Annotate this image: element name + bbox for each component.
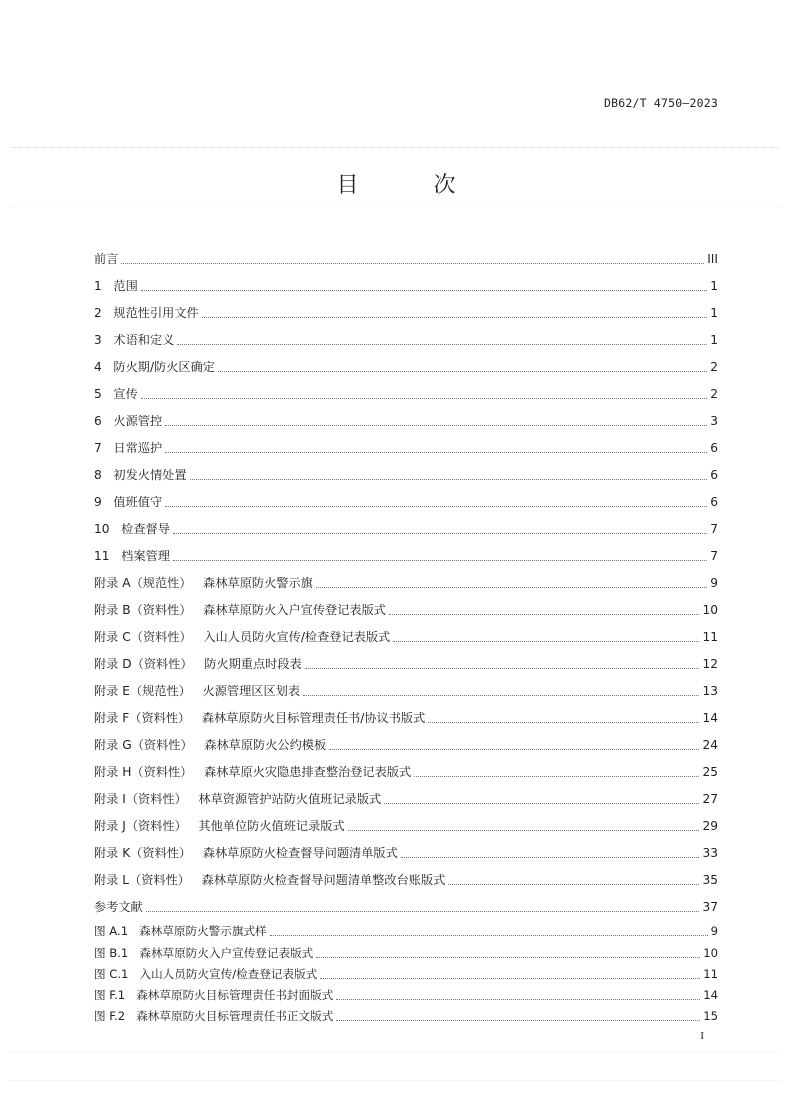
dot-leader (316, 957, 700, 958)
toc-entry[interactable] (94, 618, 718, 645)
entry-page-number: 6 (710, 441, 718, 455)
dot-leader (202, 317, 708, 318)
figure-entry[interactable] (94, 1003, 718, 1024)
document-code: DB62/T 4750—2023 (604, 96, 718, 110)
dot-leader (121, 263, 704, 264)
entry-label: 5 宣传 (94, 387, 138, 401)
entry-page-number: 1 (710, 279, 718, 293)
entry-label: 附录 H（资料性） 森林草原火灾隐患排查整治登记表版式 (94, 765, 412, 779)
dot-leader (141, 290, 707, 291)
toc-entry[interactable] (94, 888, 718, 915)
entry-page-number: 9 (710, 924, 718, 939)
entry-page-number: 3 (710, 414, 718, 428)
entry-label: 8 初发火情处置 (94, 468, 187, 482)
entry-page-number: 10 (702, 603, 718, 617)
scan-artifact-line (10, 1080, 782, 1081)
entry-page-number: 35 (702, 873, 718, 887)
entry-label: 附录 J（资料性） 其他单位防火值班记录版式 (94, 819, 345, 833)
toc-entry[interactable] (94, 780, 718, 807)
entry-label: 图 B.1 森林草原防火入户宣传登记表版式 (94, 945, 314, 960)
toc-entry[interactable] (94, 699, 718, 726)
entry-page-number: 37 (702, 900, 718, 914)
toc-entry[interactable] (94, 645, 718, 672)
entry-page-number: 10 (703, 945, 718, 960)
dot-leader (336, 999, 700, 1000)
entry-page-number: 7 (710, 549, 718, 563)
dot-leader (190, 479, 708, 480)
toc-entry[interactable] (94, 483, 718, 510)
entry-label: 附录 C（资料性） 入山人员防火宣传/检查登记表版式 (94, 630, 391, 644)
entry-label: 图 F.2 森林草原防火目标管理责任书正文版式 (94, 1009, 334, 1024)
dot-leader (165, 506, 707, 507)
toc-entry[interactable] (94, 672, 718, 699)
entry-label: 附录 B（资料性） 森林草原防火入户宣传登记表版式 (94, 603, 386, 617)
dot-leader (165, 425, 707, 426)
entry-label: 10 检查督导 (94, 522, 170, 536)
figure-entry[interactable] (94, 961, 718, 982)
entry-page-number: 2 (710, 360, 718, 374)
entry-page-number: 11 (702, 630, 718, 644)
entry-page-number: 7 (710, 522, 718, 536)
toc-entry[interactable] (94, 240, 718, 267)
toc-entry[interactable] (94, 564, 718, 591)
scan-artifact-line (10, 1052, 782, 1053)
entry-label: 3 术语和定义 (94, 333, 175, 347)
dot-leader (393, 641, 699, 642)
entry-label: 参考文献 (94, 900, 143, 914)
dot-leader (146, 911, 700, 912)
toc-entry[interactable] (94, 375, 718, 402)
entry-page-number: III (707, 252, 718, 266)
entry-label: 附录 F（资料性） 森林草原防火目标管理责任书/协议书版式 (94, 711, 426, 725)
entry-page-number: 1 (710, 306, 718, 320)
toc-entry[interactable] (94, 807, 718, 834)
entry-label: 7 日常巡护 (94, 441, 163, 455)
toc-entry[interactable] (94, 591, 718, 618)
entry-page-number: 11 (703, 966, 718, 981)
entry-label: 图 A.1 森林草原防火警示旗式样 (94, 924, 267, 939)
figure-entry[interactable] (94, 982, 718, 1003)
entry-page-number: 13 (702, 684, 718, 698)
dot-leader (177, 344, 707, 345)
toc-entry[interactable] (94, 456, 718, 483)
entry-label: 附录 G（资料性） 森林草原防火公约模板 (94, 738, 327, 752)
dot-leader (305, 668, 700, 669)
figure-entry[interactable] (94, 918, 718, 939)
entry-label: 前言 (94, 252, 119, 266)
dot-leader (218, 371, 707, 372)
dot-leader (141, 398, 707, 399)
toc-entry[interactable] (94, 510, 718, 537)
entry-page-number: 25 (702, 765, 718, 779)
entry-page-number: 33 (702, 846, 718, 860)
entry-page-number: 1 (710, 333, 718, 347)
dot-leader (329, 749, 699, 750)
dot-leader (320, 978, 700, 979)
dot-leader (414, 776, 699, 777)
dot-leader (303, 695, 699, 696)
entry-label: 2 规范性引用文件 (94, 306, 199, 320)
toc-entry[interactable] (94, 429, 718, 456)
entry-label: 9 值班值守 (94, 495, 163, 509)
table-of-contents (94, 240, 718, 915)
entry-label: 6 火源管控 (94, 414, 163, 428)
entry-label: 4 防火期/防火区确定 (94, 360, 215, 374)
entry-label: 1 范围 (94, 279, 138, 293)
dot-leader (384, 803, 699, 804)
entry-page-number: 6 (710, 468, 718, 482)
entry-page-number: 2 (710, 387, 718, 401)
entry-label: 11 档案管理 (94, 549, 170, 563)
dot-leader (173, 560, 707, 561)
entry-page-number: 27 (702, 792, 718, 806)
entry-page-number: 9 (710, 576, 718, 590)
toc-entry[interactable] (94, 402, 718, 429)
entry-label: 图 C.1 入山人员防火宣传/检查登记表版式 (94, 966, 318, 981)
toc-entry[interactable] (94, 726, 718, 753)
entry-label: 附录 E（规范性） 火源管理区区划表 (94, 684, 301, 698)
dot-leader (428, 722, 699, 723)
entry-label: 附录 L（资料性） 森林草原防火检查督导问题清单整改台账版式 (94, 873, 446, 887)
figure-entry[interactable] (94, 939, 718, 960)
page-number: I (700, 1030, 704, 1042)
dot-leader (316, 587, 707, 588)
toc-entry[interactable] (94, 267, 718, 294)
entry-label: 附录 K（资料性） 森林草原防火检查督导问题清单版式 (94, 846, 398, 860)
entry-page-number: 29 (702, 819, 718, 833)
entry-page-number: 15 (703, 1009, 718, 1024)
toc-entry[interactable] (94, 321, 718, 348)
toc-entry[interactable] (94, 834, 718, 861)
entry-page-number: 14 (702, 711, 718, 725)
dot-leader (348, 830, 700, 831)
dot-leader (448, 884, 699, 885)
entry-page-number: 12 (702, 657, 718, 671)
entry-label: 附录 I（资料性） 林草资源管护站防火值班记录版式 (94, 792, 382, 806)
dot-leader (389, 614, 700, 615)
dot-leader (401, 857, 700, 858)
page-title: 目 次 (336, 173, 490, 198)
entry-label: 附录 A（规范性） 森林草原防火警示旗 (94, 576, 313, 590)
toc-entry[interactable] (94, 861, 718, 888)
toc-entry[interactable] (94, 294, 718, 321)
toc-entry[interactable] (94, 753, 718, 780)
dot-leader (173, 533, 707, 534)
entry-page-number: 6 (710, 495, 718, 509)
dot-leader (336, 1020, 700, 1021)
entry-label: 图 F.1 森林草原防火目标管理责任书封面版式 (94, 988, 334, 1003)
header-divider (12, 147, 780, 148)
entry-page-number: 24 (702, 738, 718, 752)
dot-leader (270, 935, 708, 936)
dot-leader (165, 452, 707, 453)
scan-artifact-line (10, 206, 782, 207)
toc-entry[interactable] (94, 537, 718, 564)
entry-label: 附录 D（资料性） 防火期重点时段表 (94, 657, 302, 671)
entry-page-number: 14 (703, 988, 718, 1003)
toc-entry[interactable] (94, 348, 718, 375)
list-of-figures (94, 918, 718, 1024)
